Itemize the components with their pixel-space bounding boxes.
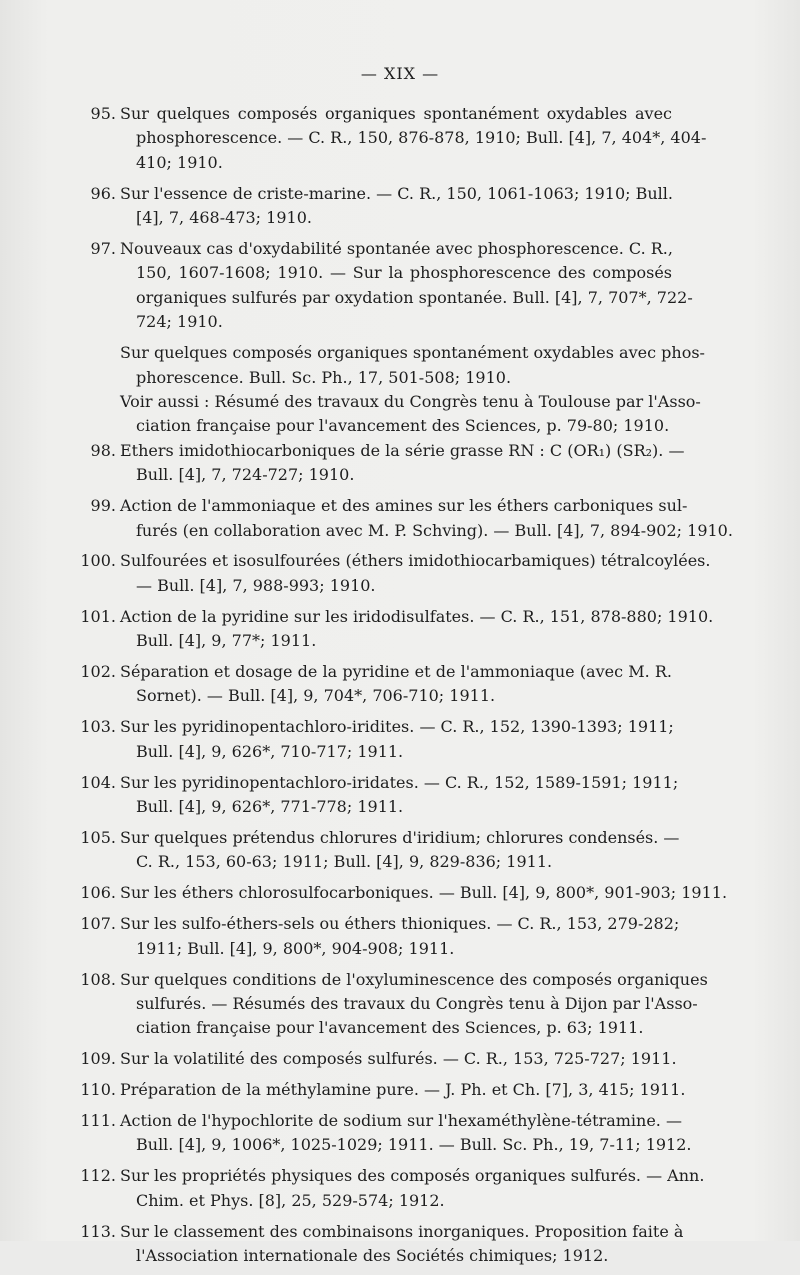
entry-number: 103. [80,717,116,737]
entry-number: 95. [90,104,116,123]
bibliography-entry [78,715,672,764]
entry-line: Action de la pyridine sur les iridodisulfates. — C. R., 151, 878-880; 1910. [120,606,714,626]
bibliography-entry [78,1220,684,1269]
entry-number: 113. [80,1221,116,1241]
entry-subparagraph [78,390,701,439]
entry-number: 96. [90,183,116,203]
entry-line: l'Association internationale des Sociétés chimiques; 1912. [136,1246,609,1266]
entry-line: Sur quelques composés organiques spontanément oxydables avec [120,104,672,123]
entry-number: 102. [80,662,116,682]
entry-line: phosphorescence. — C. R., 150, 876-878, 1910; Bull. [4], 7, 404*, 404- [136,128,707,148]
bibliography-entry [78,660,672,709]
entry-number: 112. [80,1166,116,1186]
entry-number: 97. [90,239,116,259]
entry-line: Sur les éthers chlorosulfocarboniques. — Bull. [4], 9, 800*, 901-903; 1911. [120,883,728,903]
bibliography-entry [78,494,733,543]
entry-number: 109. [80,1049,116,1069]
bibliography-entry [78,237,693,335]
entry-line: Chim. et Phys. [8], 25, 529-574; 1912. [136,1190,445,1210]
page-number: — XIX — [360,64,440,83]
entry-line: ciation française pour l'avancement des Sciences, p. 79-80; 1910. [136,416,670,436]
bibliography-entry [78,771,679,820]
entry-line: Sur les pyridinopentachloro-iridates. — C. R., 152, 1589-1591; 1911; [120,772,679,792]
entry-line: Séparation et dosage de la pyridine et de l'ammoniaque (avec M. R. [120,662,672,682]
entry-number: 104. [80,772,116,792]
entry-line: Bull. [4], 9, 77*; 1911. [136,631,317,651]
entry-line: Bull. [4], 9, 626*, 771-778; 1911. [136,797,404,817]
entry-number: 98. [90,440,116,460]
entry-subparagraph [78,341,705,390]
entry-line: Préparation de la méthylamine pure. — J. Ph. et Ch. [7], 3, 415; 1911. [120,1080,686,1100]
entry-line: Sornet). — Bull. [4], 9, 704*, 706-710; 1911. [136,686,496,706]
bibliography-entry [78,1047,677,1071]
entry-line: Nouveaux cas d'oxydabilité spontanée avec phosphorescence. C. R., [120,239,673,259]
entry-number: 99. [90,496,116,516]
entry-line: Sur quelques prétendus chlorures d'iridium; chlorures condensés. — [120,827,680,847]
entry-number: 110. [80,1080,116,1100]
bibliography-entry [78,881,728,905]
entry-line: Action de l'hypochlorite de sodium sur l'hexaméthylène-tétramine. — [120,1111,682,1131]
entry-line: 150, 1607-1608; 1910. — Sur la phosphorescence des composés [136,263,672,283]
entry-line: Sur quelques conditions de l'oxyluminescence des composés organiques [120,969,708,989]
entry-line: Action de l'ammoniaque et des amines sur les éthers carboniques sul- [120,496,688,516]
bibliography-entry [78,605,714,654]
entry-number: 100. [80,551,116,571]
entry-line: 410; 1910. [136,152,223,172]
entry-line: Sur la volatilité des composés sulfurés. — C. R., 153, 725-727; 1911. [120,1049,677,1069]
entry-line: Bull. [4], 7, 724-727; 1910. [136,465,355,485]
entry-line: 1911; Bull. [4], 9, 800*, 904-908; 1911. [136,938,455,958]
entry-line: Sur les sulfo-éthers-sels ou éthers thioniques. — C. R., 153, 279-282; [120,914,680,934]
entry-number: 111. [80,1111,116,1131]
bibliography-entry [78,1109,692,1158]
entry-line: furés (en collaboration avec M. P. Schving). — Bull. [4], 7, 894-902; 1910. [136,520,733,540]
entry-line: [4], 7, 468-473; 1910. [136,208,312,228]
entry-line: Sur les propriétés physiques des composés organiques sulfurés. — Ann. [120,1166,705,1186]
entry-line: Sur l'essence de criste-marine. — C. R., 150, 1061-1063; 1910; Bull. [120,183,673,203]
entry-number: 107. [80,914,116,934]
bibliography-entry [78,1164,705,1213]
entry-number: 101. [80,606,116,626]
entry-line: sulfurés. — Résumés des travaux du Congrès tenu à Dijon par l'Asso- [136,993,698,1013]
bibliography-entry [78,439,685,488]
entry-line: Sur le classement des combinaisons inorganiques. Proposition faite à [120,1221,684,1241]
entry-line: C. R., 153, 60-63; 1911; Bull. [4], 9, 829-836; 1911. [136,852,553,872]
entry-line: Voir aussi : Résumé des travaux du Congrès tenu à Toulouse par l'Asso- [120,391,701,411]
bibliography-entry [78,1078,686,1102]
entry-line: Bull. [4], 9, 626*, 710-717; 1911. [136,741,404,761]
entry-line: organiques sulfurés par oxydation spontanée. Bull. [4], 7, 707*, 722- [136,287,693,307]
entry-line: phorescence. Bull. Sc. Ph., 17, 501-508; 1910. [136,367,512,387]
bibliography-entry [78,182,672,231]
entry-number: 108. [80,969,116,989]
bibliography-list [78,102,733,1275]
entry-line: — Bull. [4], 7, 988-993; 1910. [136,575,376,595]
bibliography-entry [78,968,708,1041]
entry-number: 105. [80,827,116,847]
bibliography-entry [78,826,680,875]
bibliography-entry [78,912,680,961]
entry-line: Ethers imidothiocarboniques de la série grasse RN : C (OR₁) (SR₂). — [120,440,685,460]
entry-line: Sulfourées et isosulfourées (éthers imidothiocarbamiques) tétralcoylées. [120,551,711,571]
entry-line: Sur les pyridinopentachloro-iridites. — C. R., 152, 1390-1393; 1911; [120,717,674,737]
entry-line: Bull. [4], 9, 1006*, 1025-1029; 1911. — Bull. Sc. Ph., 19, 7-11; 1912. [136,1135,692,1155]
entry-line: Sur quelques composés organiques spontanément oxydables avec phos- [120,343,705,363]
bibliography-entry [78,549,711,598]
entry-line: ciation française pour l'avancement des Sciences, p. 63; 1911. [136,1018,644,1038]
bibliography-entry [78,102,707,175]
entry-number: 106. [80,883,116,903]
entry-line: 724; 1910. [136,312,223,332]
